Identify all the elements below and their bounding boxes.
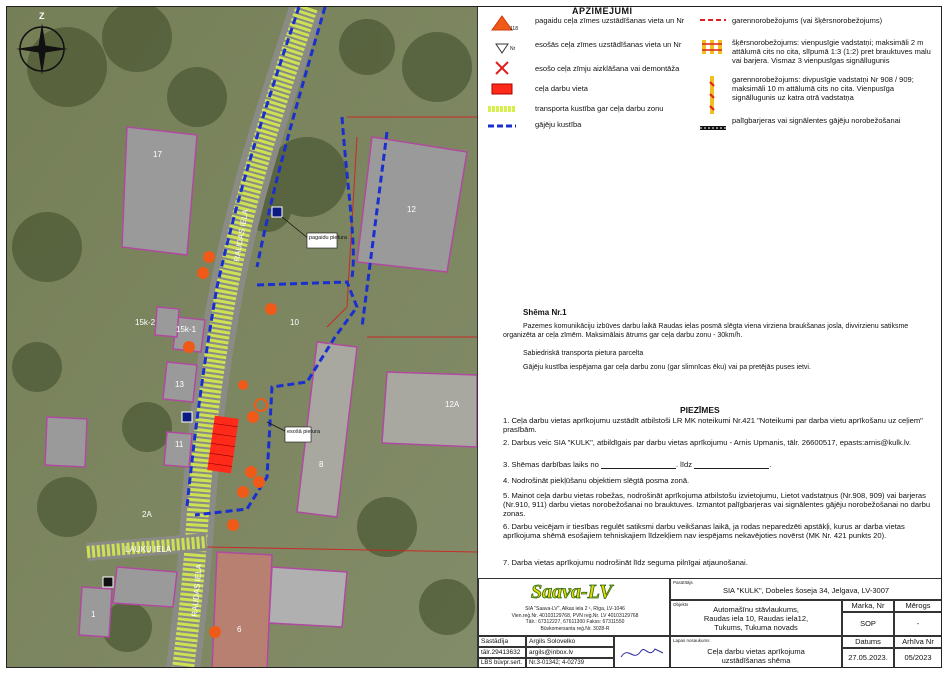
merogs-header: Mērogs — [894, 600, 942, 612]
note-2: 2. Darbus veic SIA "KULK", atbildīgais par darbu vietas aprīkojumu - Arnis Upmanis, tālr. 26600517, epasts:arnis@kulk.lv. — [503, 438, 912, 447]
drawing-title-box — [670, 636, 842, 668]
building-label: 8 — [319, 460, 324, 469]
legend-item-longitudinal-barrier: garennorobežojums (vai šķērsnorobežojums) — [732, 16, 883, 25]
lbs-number: Nr.3-01342; 4-02739 — [526, 658, 614, 668]
legend-item-temp-sign: pagaidu ceļa zīmes uzstādīšanas vieta un Nr — [535, 16, 685, 25]
client-label: Pasūtītājs — [673, 580, 693, 585]
marka-header: Marka, Nr — [842, 600, 894, 612]
note-5: 5. Mainot ceļa darbu vietas robežas, nodrošināt aprīkojuma atbilstošu izvietojumu, Lietot vadstatņus (Nr.908, 909) vai barjeras (Nr.910, 911) darbu vietas norobežošanai no brauktuves. Izmantot palīgbarjeras vai signālentes gājēju norobežošanai no darbu zonas. — [503, 491, 931, 519]
legend-item-work-area: ceļa darbu vieta — [535, 84, 588, 93]
date-to-field[interactable] — [694, 460, 772, 469]
client-box — [670, 578, 942, 600]
building-label: 13 — [175, 380, 184, 389]
work-area-icon — [492, 84, 512, 94]
sign-marker — [265, 303, 277, 315]
scheme-paragraph-2: Sabiedriskā transporta pietura parcelta — [523, 350, 644, 357]
note-6: 6. Darbu veicējam ir tiesības regulēt satiksmi darbu veikšanas laikā, ja rodas neparedzēti apstākļi, kurus ar darba vietas aprīkojuma shēmā esošajiem tehniskajiem līdzekļiem nav iespējams nekavējoties novērst (MK Nr. 421 punkts 20). — [503, 522, 905, 541]
legend-right-icons — [700, 14, 728, 134]
stop-label-temp: pagaidu pietura — [309, 235, 347, 241]
author-phone: tālr.29413632 — [478, 647, 526, 658]
company-builder-reg: Būvkomersanta reģ.Nr. 3028-R — [540, 625, 610, 632]
marka-value: SOP — [842, 612, 894, 636]
drawing-title-label: Lapas nosaukums — [673, 638, 710, 643]
map-svg — [7, 7, 478, 668]
street-name-lauku: LAUKU IELA — [125, 545, 172, 554]
compass-north: Z — [39, 11, 45, 21]
sign-marker — [183, 341, 195, 353]
building-label: 2A — [142, 510, 152, 519]
signature-icon — [615, 637, 669, 667]
note-4: 4. Nodrošināt piekļūšanu objektiem slēgtā posma zonā. — [503, 476, 690, 485]
site-map[interactable] — [6, 6, 478, 668]
bus-stop-icon — [272, 207, 282, 217]
notes-title: PIEZĪMES — [680, 405, 720, 415]
existing-sign-icon — [496, 44, 508, 53]
title-block — [478, 578, 942, 668]
drawing-title-2: uzstādīšanas shēma — [721, 656, 791, 665]
archive-header: Arhīva Nr — [894, 636, 942, 648]
author-name: Argils Solovelko — [526, 636, 614, 647]
sign-marker — [197, 267, 209, 279]
merogs-value: - — [894, 612, 942, 636]
archive-value: 05/2023 — [894, 648, 942, 668]
sign-marker — [247, 411, 259, 423]
lbs-label: LBS būvpr.sert. — [478, 658, 526, 668]
scheme-paragraph-1: Pazemes komunikāciju izbūves darbu laikā Raudas ielas posmā slēgta viena virziena braukšanas josla, divvirzienu satiksme organizēta ar ceļa zīmēm. Maksimālais ātrums gar ceļa darbu zonu - 30km/h. — [503, 323, 909, 339]
cross-barrier-icon — [702, 40, 722, 54]
building-label: 6 — [237, 625, 242, 634]
sign-marker — [209, 626, 221, 638]
two-sided-barrier-icon — [710, 76, 714, 114]
object-label: Objekts — [673, 602, 689, 607]
building-label: 1 — [91, 610, 96, 619]
crossed-sign-icon — [496, 62, 508, 74]
company-address: SIA "Saava-LV", Alkas iela 2 ¹, Rīga, LV-1046 — [525, 606, 625, 612]
triangle-sign-icon — [492, 16, 512, 30]
aux-barrier-icon — [700, 126, 726, 130]
note-7: 7. Darba vietas aprīkojumu nodrošināt līdz seguma pilnīgai atjaunošanai. — [503, 558, 748, 567]
building-label: 10 — [290, 318, 299, 327]
sign-marker — [245, 466, 257, 478]
sign-marker — [253, 476, 265, 488]
legend-item-pedestrian: gājēju kustība — [535, 120, 582, 129]
legend-item-aux-barrier: palīgbarjeras vai signālentes gājēju norobežošanai — [732, 116, 901, 125]
object-line-3: Tukums, Tukuma novads — [714, 623, 798, 632]
author-email: argils@inbox.lv — [526, 647, 614, 658]
building-label: 15k-1 — [176, 325, 197, 334]
company-reg: Vien.reģ.Nr. 40103129768, PVN reģ.Nr. LV 40103129768 — [511, 612, 639, 619]
legend-item-cross-barrier: šķērsnorobežojums: vienpusīgie vadstatņi; maksimāli 2 m attālumā cits no cita, slīpumā 1:3 (1:2) pret brauktuves malu vai barjera. Vismaz 3 vienpusīgas signāllugunis — [732, 38, 931, 65]
date-from-field[interactable] — [601, 460, 676, 469]
street-name-raudas-2: RAUDAS IELA — [190, 563, 204, 618]
company-logo: Saava-LV — [531, 581, 613, 603]
sign-marker — [237, 486, 249, 498]
company-phone: Tālr.: 67312227, 67611300 Fakss: 67311550 — [525, 619, 625, 625]
building-label: 15k-2 — [135, 318, 156, 327]
building-label: 17 — [153, 150, 162, 159]
legend-badge-temp: 118 — [510, 26, 518, 32]
company-box — [478, 578, 670, 636]
building-label: 11 — [175, 440, 184, 449]
stop-label-existing: esošā pietura — [287, 429, 321, 435]
client-name: SIA "KULK", Dobeles šoseja 34, Jelgava, LV-3007 — [722, 586, 890, 595]
scheme-paragraph-3: Gājēju kustība iespējama gar ceļa darbu zonu (gar slimnīcas ēku) vai pa pretējās puses ietvi. — [523, 364, 811, 371]
date-header: Datums — [842, 636, 894, 648]
sign-marker — [203, 251, 215, 263]
legend-item-traffic: transporta kustība gar ceļa darbu zonu — [535, 104, 664, 113]
bus-stop-icon — [103, 577, 113, 587]
note-3-end: . — [769, 460, 772, 469]
object-line-1: Automašīnu stāvlaukums, — [713, 605, 799, 614]
legend-item-existing-sign: esošās ceļa zīmes uzstādīšanas vieta un Nr — [535, 40, 682, 49]
legend-item-two-sided-barrier: garennorobežojums: divpusīgie vadstatņi Nr 908 / 909; maksimāli 10 m attālumā cits no cita. Vienpusīga signāllugunis uz katra otrā vadstatņa — [732, 75, 914, 102]
building-label: 12A — [445, 400, 460, 409]
sign-marker — [238, 380, 248, 390]
sign-marker — [227, 519, 239, 531]
note-3-to: . līdz — [675, 460, 692, 469]
street-name-raudas: RAUDAS IELA — [232, 208, 251, 263]
scheme-title: Shēma Nr.1 — [523, 308, 567, 317]
object-box — [670, 600, 842, 636]
note-1: 1. Ceļa darbu vietas aprīkojumu uzstādīt atbilstoši LR MK noteikumi Nr.421 "Noteikumi par darba vietu aprīkošanu uz ceļiem" prasībām. — [503, 416, 923, 435]
legend-badge-existing: Nr — [510, 46, 516, 52]
signature-box — [614, 636, 670, 668]
building-label: 12 — [407, 205, 416, 214]
drawing-title-1: Ceļa darbu vietas aprīkojuma — [707, 647, 805, 656]
legend-title: APZĪMĒJUMI — [572, 6, 633, 16]
legend-item-removed-sign: esošo ceļa zīmju aizklāšana vai demontāža — [535, 64, 680, 73]
note-3 — [503, 460, 933, 469]
bus-stop-icon — [182, 412, 192, 422]
date-value: 27.05.2023. — [842, 648, 894, 668]
author-label: Sastādīja — [478, 636, 526, 647]
object-line-2: Raudas iela 10, Raudas iela12, — [703, 614, 809, 623]
note-3-from: 3. Shēmas darbības laiks no — [503, 460, 599, 469]
